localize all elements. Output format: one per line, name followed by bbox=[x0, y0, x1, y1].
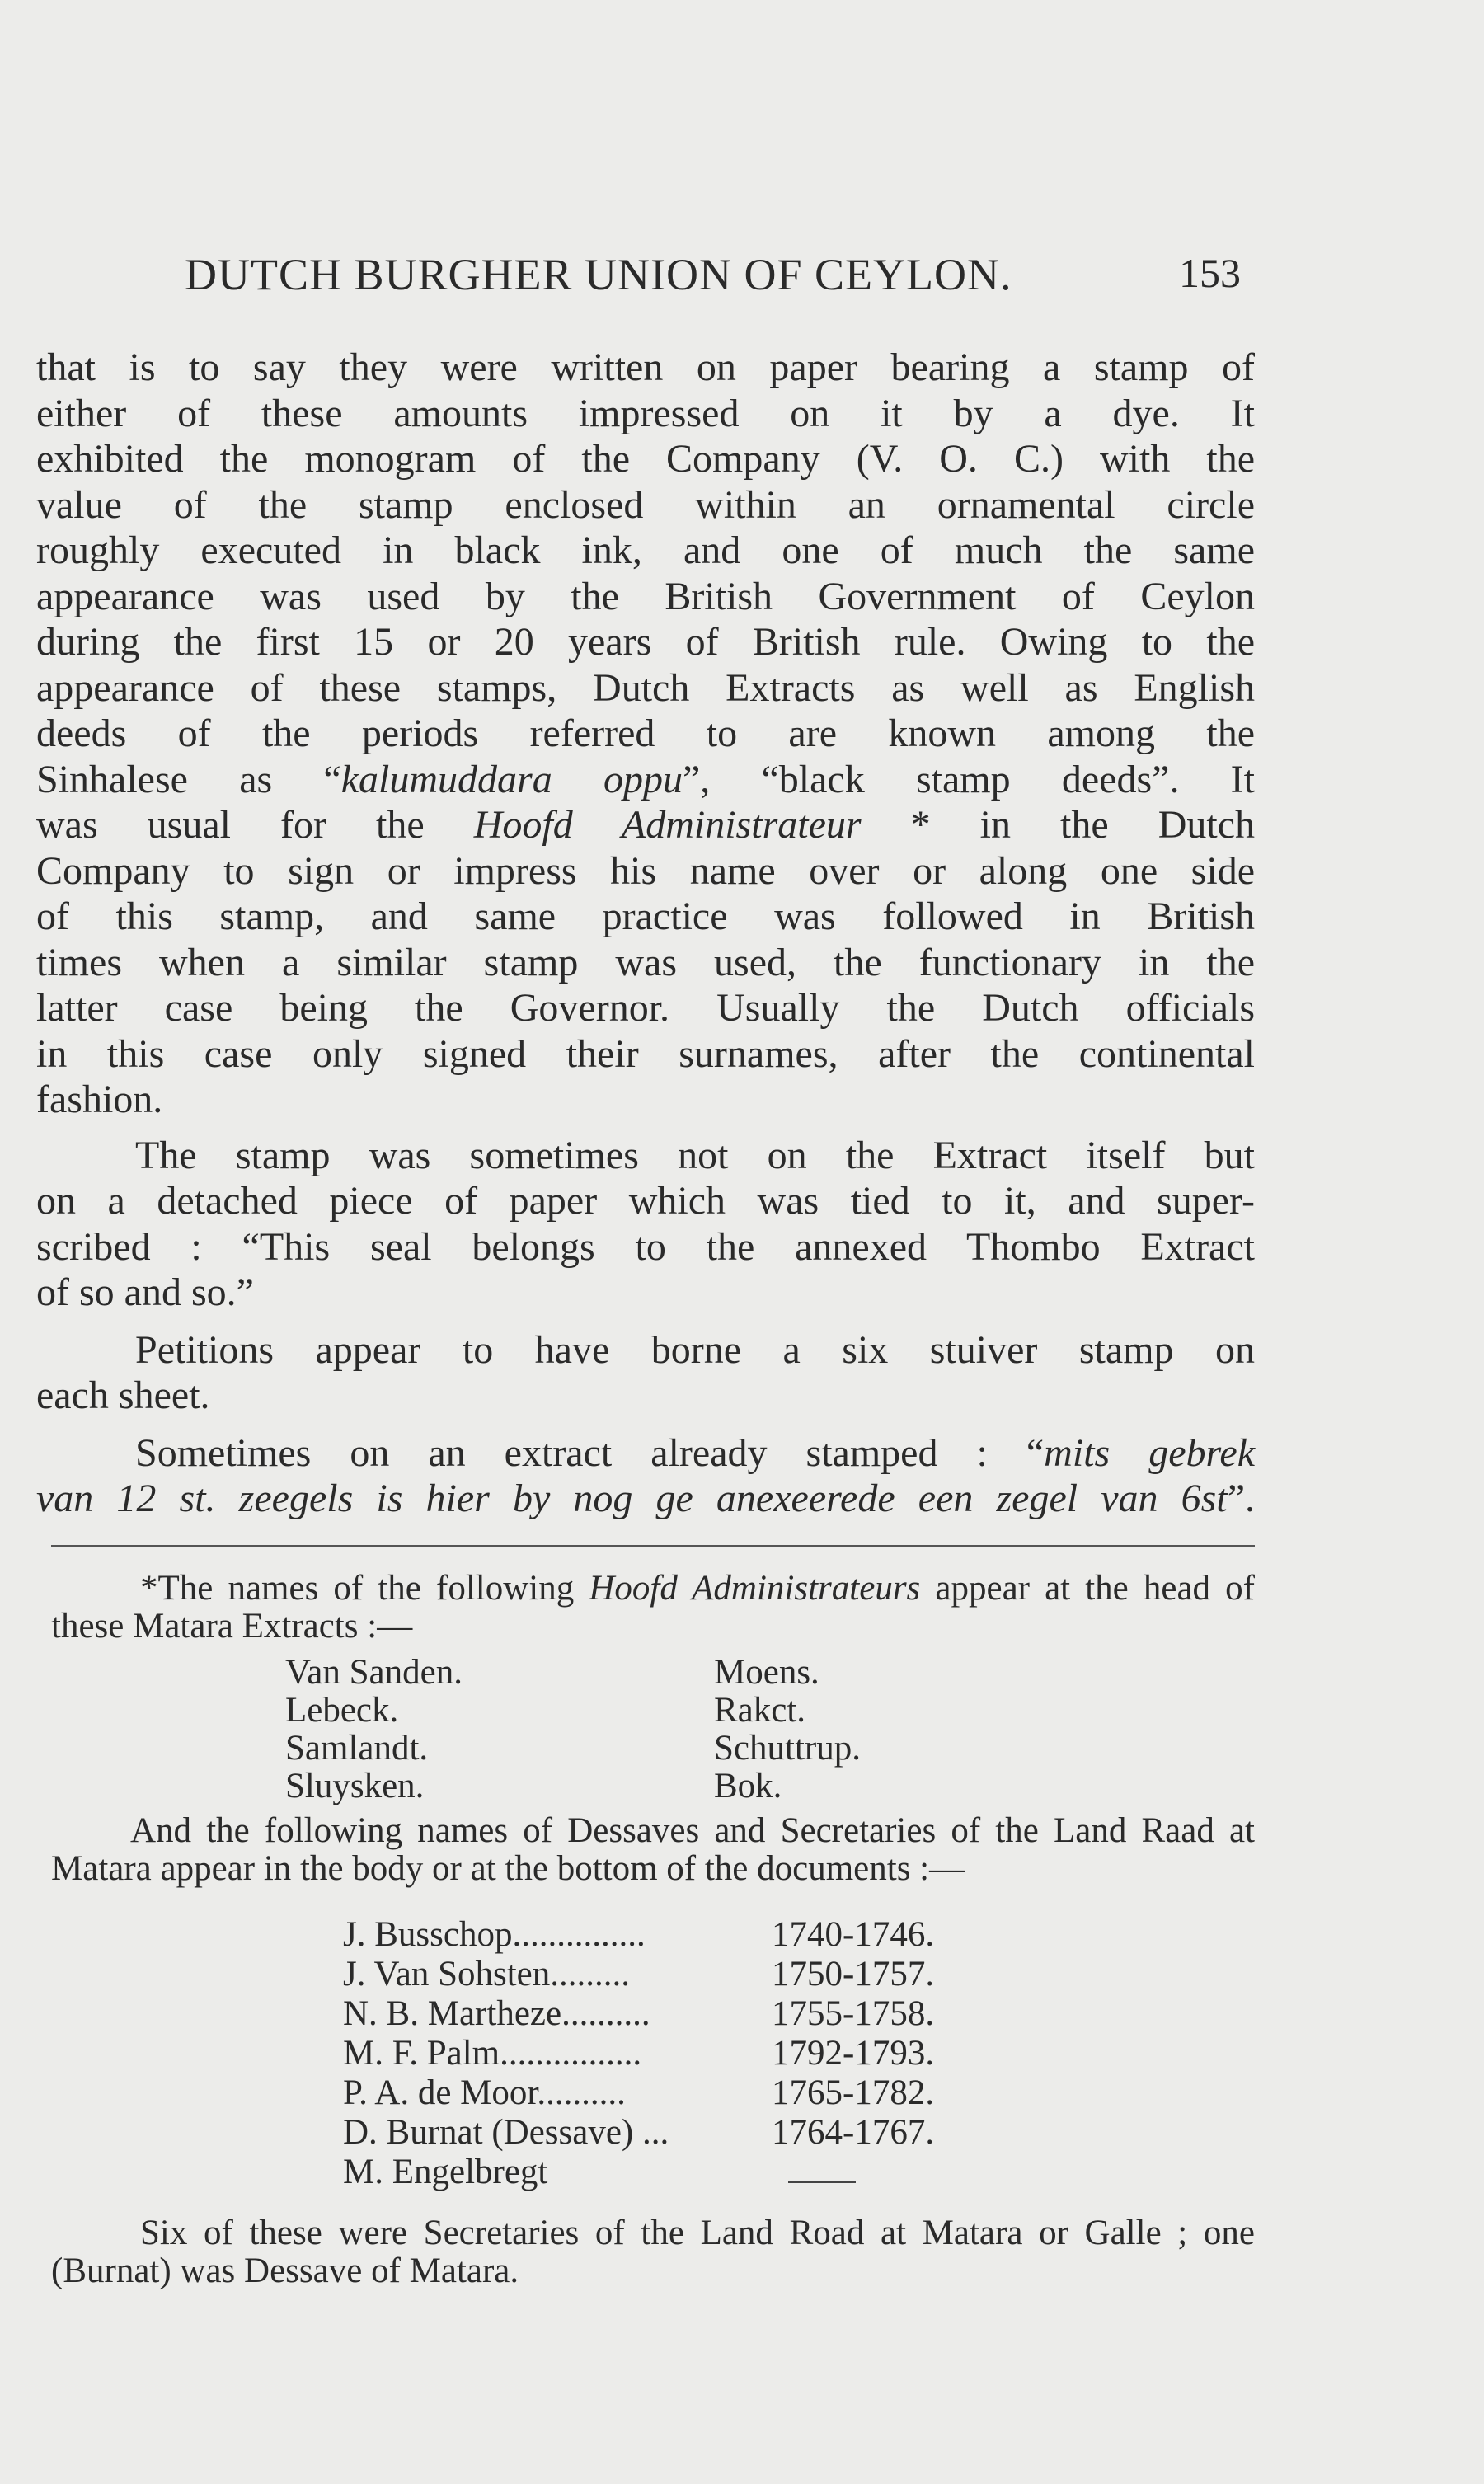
official-years: 1792-1793. bbox=[772, 2034, 935, 2073]
text-line: roughly executed in black ink, and one of much the same bbox=[36, 528, 1255, 572]
italic-phrase: van 12 st. zeegels is hier by nog ge anexeerede een zegel van 6st bbox=[36, 1477, 1228, 1520]
italic-term: Hoofd Administrateurs bbox=[589, 1569, 921, 1608]
official-years: 1750-1757. bbox=[772, 1955, 935, 1993]
official-name: M. F. Palm................ bbox=[343, 2034, 642, 2073]
paragraph-3 bbox=[36, 1327, 1255, 1419]
list-item bbox=[343, 1916, 1003, 1956]
text-line: exhibited the monogram of the Company (V. O. C.) with the bbox=[36, 437, 1255, 481]
text-line: value of the stamp enclosed within an ornamental circle bbox=[36, 482, 1255, 527]
text-span: Sinhalese as “ bbox=[36, 757, 341, 801]
administrator-names bbox=[285, 1654, 1255, 1805]
paragraph-1 bbox=[36, 345, 1255, 1123]
text-line: appearance was used by the British Government of Ceylon bbox=[36, 574, 1255, 618]
officials-list bbox=[343, 1916, 1003, 2193]
running-head: DUTCH BURGHER UNION OF CEYLON. bbox=[185, 250, 1012, 299]
italic-term: Hoofd Administrateur bbox=[473, 803, 862, 847]
list-item bbox=[343, 2114, 1003, 2153]
paragraph-2 bbox=[36, 1133, 1255, 1316]
text-span: Sometimes on an extract already stamped : “ bbox=[135, 1430, 1045, 1475]
text-line: appearance of these stamps, Dutch Extracts as well as English bbox=[36, 665, 1255, 710]
name-item: Lebeck. bbox=[285, 1691, 399, 1730]
text-span: was usual for the bbox=[36, 803, 474, 847]
text-line: Petitions appear to have borne a six stuiver stamp on bbox=[135, 1327, 1255, 1372]
text-line: each sheet. bbox=[36, 1373, 210, 1417]
dash-rule bbox=[788, 2181, 856, 2183]
text-line: on a detached piece of paper which was tied to it, and super- bbox=[36, 1179, 1255, 1223]
list-item bbox=[343, 2153, 1003, 2193]
official-name: P. A. de Moor.......... bbox=[343, 2073, 626, 2112]
text-line: during the first 15 or 20 years of British rule. Owing to the bbox=[36, 620, 1255, 664]
official-years: 1764-1767. bbox=[772, 2113, 935, 2152]
years-dash bbox=[772, 2153, 970, 2193]
text-line: of this stamp, and same practice was followed in British bbox=[36, 895, 1255, 938]
name-item: Sluysken. bbox=[285, 1767, 425, 1805]
footnote-rule bbox=[51, 1545, 1255, 1547]
name-item: Schuttrup. bbox=[714, 1729, 861, 1768]
official-name: J. Busschop............... bbox=[343, 1915, 646, 1954]
text-span: ”. bbox=[1227, 1477, 1255, 1520]
text-span: appear at the head of these Matara Extracts :— bbox=[51, 1569, 1255, 1646]
official-years: 1740-1746. bbox=[772, 1915, 935, 1954]
text-span: * in the Dutch bbox=[861, 803, 1256, 847]
text-line: latter case being the Governor. Usually the Dutch officials bbox=[36, 986, 1255, 1030]
text-line: of so and so.” bbox=[36, 1270, 254, 1314]
text-line bbox=[36, 757, 1255, 803]
official-name: M. Engelbregt bbox=[343, 2153, 548, 2191]
name-item: Bok. bbox=[714, 1767, 782, 1805]
text-line: Company to sign or impress his name over or along one side bbox=[36, 848, 1255, 893]
text-line: times when a similar stamp was used, the functionary in the bbox=[36, 940, 1255, 984]
text-line: fashion. bbox=[36, 1078, 163, 1121]
footnote-paragraph: And the following names of Dessaves and Secretaries of the Land Raad at Matara appear in the body or at the bottom of the documents :— bbox=[51, 1811, 1255, 1888]
list-item bbox=[343, 2074, 1003, 2114]
text-line bbox=[36, 802, 1255, 848]
page-number: 153 bbox=[1179, 250, 1241, 296]
list-item bbox=[343, 1956, 1003, 1995]
italic-phrase: mits gebrek bbox=[1044, 1430, 1255, 1475]
list-item bbox=[343, 1995, 1003, 2035]
text-line: scribed : “This seal belongs to the annexed Thombo Extract bbox=[36, 1224, 1255, 1269]
paragraph-4 bbox=[36, 1430, 1255, 1522]
official-years: 1765-1782. bbox=[772, 2073, 935, 2112]
italic-term: kalumuddara oppu bbox=[340, 757, 683, 801]
list-item bbox=[343, 2035, 1003, 2074]
text-line: in this case only signed their surnames, after the continental bbox=[36, 1031, 1255, 1076]
text-line: The stamp was sometimes not on the Extract itself but bbox=[135, 1133, 1255, 1177]
official-name: N. B. Martheze.......... bbox=[343, 1994, 650, 2033]
text-line: that is to say they were written on paper bearing a stamp of bbox=[36, 345, 1255, 389]
footnote-intro bbox=[51, 1570, 1255, 1646]
name-item: Van Sanden. bbox=[285, 1653, 463, 1692]
official-name: D. Burnat (Dessave) ... bbox=[343, 2113, 669, 2152]
name-item: Rakct. bbox=[714, 1691, 806, 1730]
text-line: either of these amounts impressed on it by a dye. It bbox=[36, 391, 1255, 435]
official-years: 1755-1758. bbox=[772, 1994, 935, 2033]
footnote-closing: Six of these were Secretaries of the Land Road at Matara or Galle ; one (Burnat) was Dessave of Matara. bbox=[51, 2214, 1255, 2290]
name-item: Moens. bbox=[714, 1653, 819, 1692]
text-span: ”, “black stamp deeds”. It bbox=[682, 757, 1255, 801]
text-line bbox=[36, 1476, 1255, 1522]
official-name: J. Van Sohsten......... bbox=[343, 1955, 631, 1993]
footnote bbox=[51, 1570, 1255, 2290]
text-line: deeds of the periods referred to are known among the bbox=[36, 711, 1255, 755]
name-item: Samlandt. bbox=[285, 1729, 429, 1768]
text-line bbox=[36, 1430, 1255, 1477]
body-text bbox=[36, 345, 1255, 1522]
text-span: *The names of the following bbox=[140, 1569, 589, 1608]
